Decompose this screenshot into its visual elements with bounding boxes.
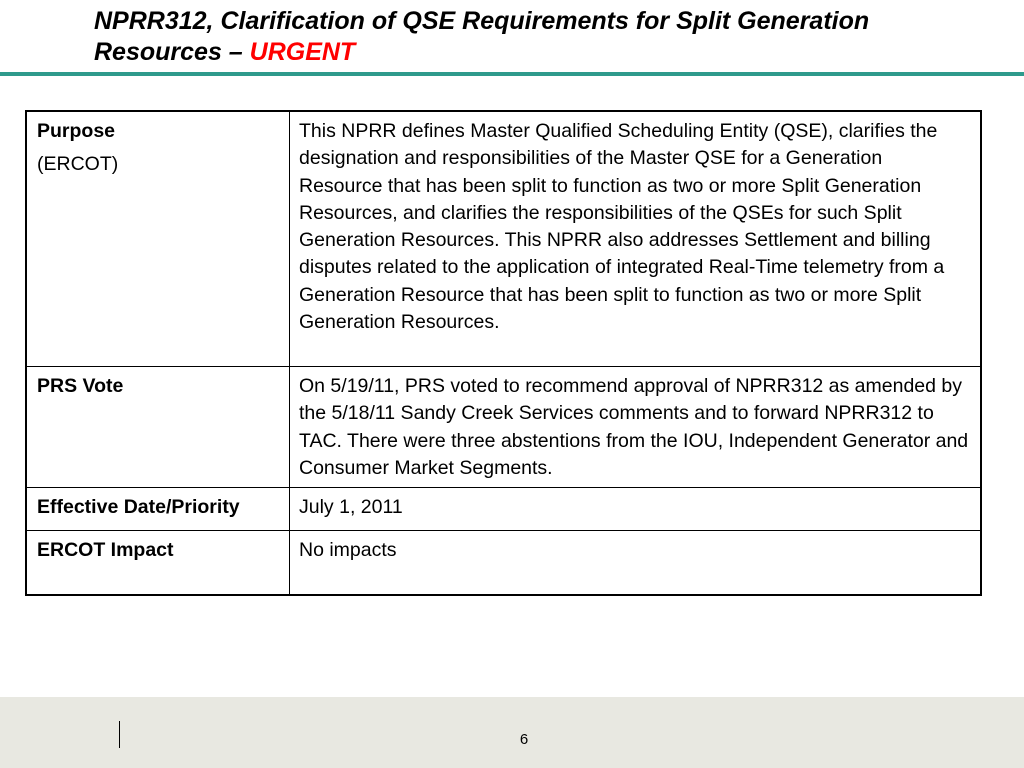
row-label-prs-vote: PRS Vote [26, 367, 290, 488]
urgent-label: URGENT [249, 38, 356, 66]
table-row-prs-vote [26, 367, 981, 488]
row-content-effective-date: July 1, 2011 [290, 488, 982, 531]
row-label-ercot-impact: ERCOT Impact [26, 531, 290, 596]
row-content-prs-vote: On 5/19/11, PRS voted to recommend approval of NPRR312 as amended by the 5/18/11 Sandy Creek Services comments and to forward NPRR312 to TAC. There were three abstentions from the IOU, Independent Generator and Consumer Market Segments. [290, 367, 982, 488]
row-label-purpose: Purpose [37, 120, 116, 142]
row-content-ercot-impact: No impacts [290, 531, 982, 596]
table-row-ercot-impact [26, 531, 981, 596]
table-row-purpose [26, 111, 981, 367]
row-sublabel-ercot: (ERCOT) [37, 153, 119, 176]
row-label-cell [26, 111, 290, 367]
table-row-effective-date [26, 488, 981, 531]
slide-title [94, 6, 974, 68]
title-divider [0, 72, 1024, 76]
row-content-purpose: This NPRR defines Master Qualified Scheduling Entity (QSE), clarifies the designation and responsibilities of the Master QSE for a Generation Resource that has been split to function as two or more Split Generation Resources, and clarifies the responsibilities of the QSEs for such Split Generation Resources. This NPRR also addresses Settlement and billing disputes related to the application of integrated Real-Time telemetry from a Generation Resource that has been split to function as two or more Split Generation Resources. [290, 111, 982, 367]
slide-title-main: NPRR312, Clarification of QSE Requirements for Split Generation Resources – [94, 7, 870, 66]
footer-divider [119, 721, 120, 748]
row-label-effective-date: Effective Date/Priority [26, 488, 290, 531]
nprr-summary-table [25, 110, 982, 596]
page-number: 6 [519, 731, 529, 748]
